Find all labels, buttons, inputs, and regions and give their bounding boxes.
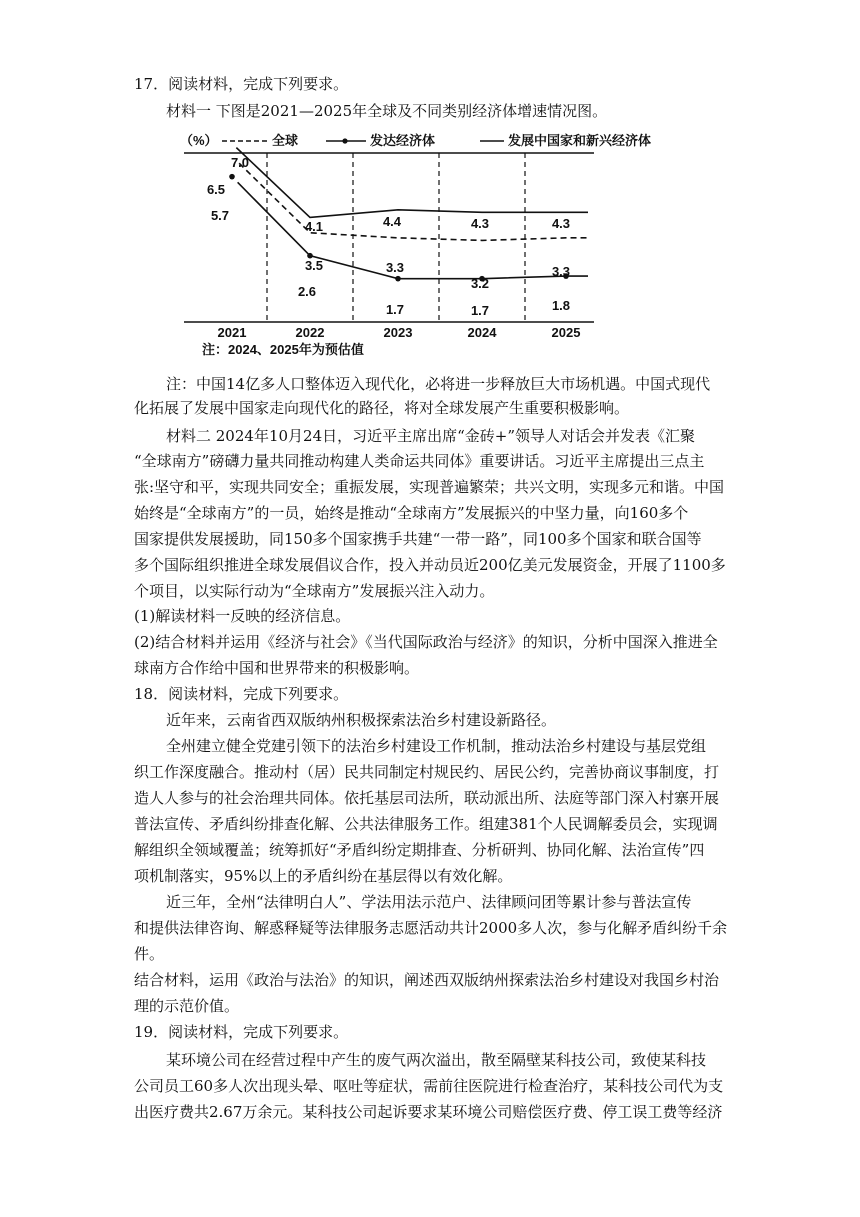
chart-note: 注：2024、2025年为预估值 [202, 342, 364, 357]
q18-ask-line-2: 理的示范价值。 [134, 997, 240, 1015]
q17-material2-line-6: 多个国际组织推进全球发展倡议合作，投入并动员近200亿美元发展资金，开展了1100多 [134, 556, 726, 574]
x-tick-label-2024: 2024 [467, 325, 497, 340]
data-label-emerging-2021: 7.0 [230, 155, 250, 170]
data-label-global-2021: 6.5 [206, 182, 226, 197]
q18-para-1: 近年来，云南省西双版纳州积极探索法治乡村建设新路径。 [166, 711, 557, 729]
series-line-emerging [236, 148, 588, 218]
q17-ask-1: (1)解读材料一反映的经济信息。 [134, 607, 351, 625]
data-label-developed-2022: 2.6 [297, 284, 317, 299]
data-label-emerging-2024: 4.3 [470, 216, 490, 231]
q19-para-1-line-3: 出医疗费共2.67万余元。某科技公司起诉要求某环境公司赔偿医疗费、停工误工费等经济 [134, 1103, 723, 1121]
data-label-global-2023: 3.3 [385, 260, 405, 275]
q17-material2-line-7: 个项目，以实际行动为“全球南方”发展振兴注入动力。 [134, 582, 495, 600]
q17-note-line-2: 化拓展了发展中国家走向现代化的路径，将对全球发展产生重要积极影响。 [134, 399, 630, 417]
q18-para-2-line-4: 普法宣传、矛盾纠纷排查化解、公共法律服务工作。组建381个人民调解委员会，实现调 [134, 815, 718, 833]
series-line-global [239, 163, 588, 240]
data-label-global-2022: 3.5 [304, 258, 324, 273]
q19-para-1-line-2: 公司员工60多人次出现头晕、呕吐等症状，需前往医院进行检查治疗，某科技公司代为支 [134, 1077, 724, 1095]
q17-material2-line-2: “全球南方”磅礴力量共同推动构建人类命运共同体》重要讲话。习近平主席提出三点主 [134, 452, 705, 470]
series-line-developed [238, 182, 588, 278]
data-label-developed-2023: 1.7 [385, 302, 405, 317]
q17-material2-line-3: 张:坚守和平，实现共同安全；重振发展，实现普遍繁荣；共兴文明，实现多元和谐。中国 [134, 478, 725, 496]
q19-title: 19．阅读材料，完成下列要求。 [134, 1023, 349, 1041]
data-label-global-2025: 3.3 [551, 264, 571, 279]
q18-para-2-line-6: 项机制落实，95%以上的矛盾纠纷在基层得以有效化解。 [134, 867, 513, 885]
q18-para-2-line-3: 造人人参与的社会治理共同体。依托基层司法所，联动派出所、法庭等部门深入村寨开展 [134, 789, 720, 807]
q18-para-3-line-1: 近三年，全州“法律明白人”、学法用法示范户、法律顾问团等累计参与普法宣传 [166, 893, 692, 911]
data-label-emerging-2025: 4.3 [551, 216, 571, 231]
q18-para-2-line-5: 解组织全领域覆盖；统筹抓好“矛盾纠纷定期排查、分析研判、协同化解、法治宣传”四 [134, 841, 705, 859]
q18-para-2-line-2: 织工作深度融合。推动村（居）民共同制定村规民约、居民公约，完善协商议事制度，打 [134, 763, 720, 781]
chart-legend [180, 133, 651, 148]
q17-ask-2-line-1: (2)结合材料并运用《经济与社会》《当代国际政治与经济》的知识，分析中国深入推进全 [134, 633, 718, 651]
data-label-emerging-2023: 4.4 [382, 214, 402, 229]
q18-para-3-line-2: 和提供法律咨询、解惑释疑等法律服务志愿活动共计2000多人次，参与化解矛盾纠纷千余 [134, 919, 728, 937]
chart-unit-label: （%） [180, 133, 218, 148]
q17-title: 17．阅读材料，完成下列要求。 [134, 75, 349, 93]
legend-marker-developed [342, 138, 347, 143]
legend-label-emerging: 发展中国家和新兴经济体 [508, 133, 652, 148]
legend-label-global: 全球 [272, 133, 299, 148]
q17-material2-line-5: 国家提供发展援助，同150多个国家携手共建“一带一路”，同100多个国家和联合国等 [134, 530, 702, 548]
q17-material2-line-1: 材料二 2024年10月24日，习近平主席出席“金砖+”领导人对话会并发表《汇聚 [166, 427, 696, 445]
q18-title: 18．阅读材料，完成下列要求。 [134, 685, 349, 703]
q18-para-2-line-1: 全州建立健全党建引领下的法治乡村建设工作机制，推动法治乡村建设与基层党组 [166, 737, 707, 755]
growth-line-chart [180, 126, 652, 360]
data-label-developed-2021: 5.7 [210, 208, 230, 223]
q17-material1-intro: 材料一 下图是2021—2025年全球及不同类别经济体增速情况图。 [166, 102, 608, 120]
q19-para-1-line-1: 某环境公司在经营过程中产生的废气两次溢出，散至隔壁某科技公司，致使某科技 [166, 1051, 707, 1069]
x-tick-label-2023: 2023 [383, 325, 413, 340]
data-label-emerging-2022: 4.1 [304, 219, 324, 234]
q18-para-3-line-3: 件。 [134, 945, 165, 963]
legend-label-developed: 发达经济体 [370, 133, 436, 148]
data-label-developed-2024: 1.7 [470, 303, 490, 318]
q17-material2-line-4: 始终是“全球南方”的一员，始终是推动“全球南方”发展振兴的中坚力量，向160多个 [134, 504, 689, 522]
x-tick-label-2021: 2021 [217, 325, 247, 340]
x-tick-label-2025: 2025 [551, 325, 581, 340]
data-point-developed-2021 [229, 174, 235, 180]
q17-ask-2-line-2: 球南方合作给中国和世界带来的积极影响。 [134, 659, 420, 677]
q18-ask-line-1: 结合材料，运用《政治与法治》的知识，阐述西双版纳州探索法治乡村建设对我国乡村治 [134, 971, 720, 989]
data-label-developed-2025: 1.8 [551, 298, 571, 313]
data-label-global-2024: 3.2 [470, 276, 490, 291]
data-point-developed-2023 [395, 276, 401, 282]
x-tick-label-2022: 2022 [295, 325, 325, 340]
q17-note-line-1: 注：中国14亿多人口整体迈入现代化，必将进一步释放巨大市场机遇。中国式现代 [166, 375, 711, 393]
